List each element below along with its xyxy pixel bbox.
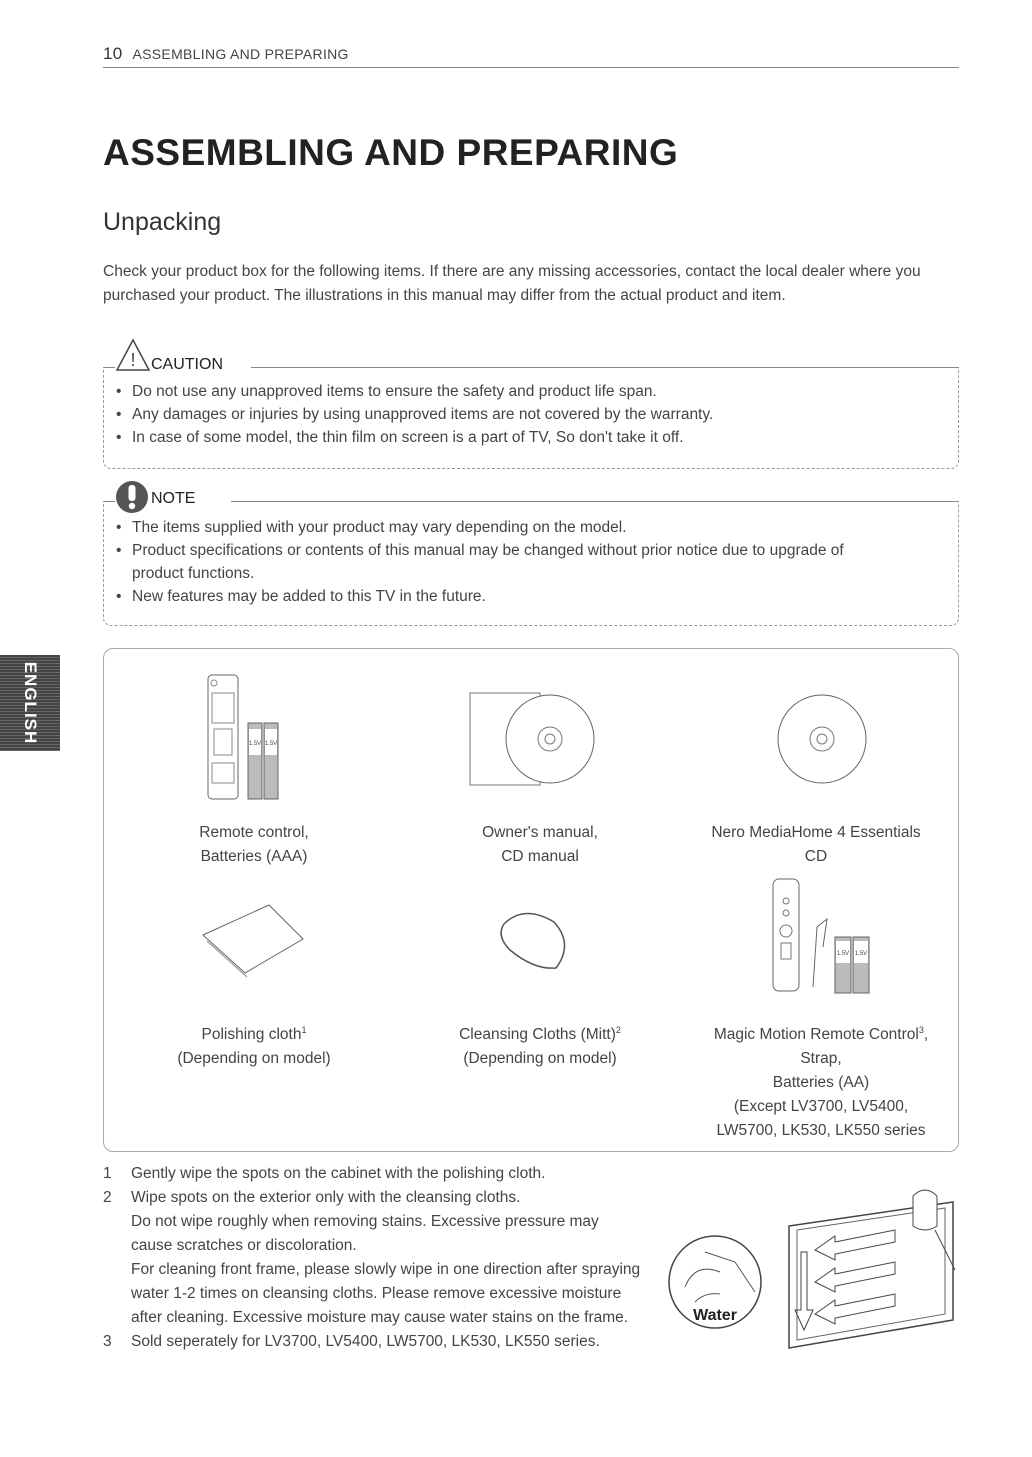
magic-remote-illustration (769, 877, 889, 997)
section-title: Unpacking (103, 208, 222, 236)
battery-label: 1.5V (264, 741, 278, 747)
note-item: • The items supplied with your product may vary depending on the model. (116, 516, 958, 539)
remote-control-illustration (206, 673, 286, 803)
note-label: NOTE (151, 490, 203, 508)
water-spray-illustration (665, 1232, 765, 1332)
caution-item: • Any damages or injuries by using unapproved items are not covered by the warranty. (116, 403, 958, 426)
manual-cd-illustration (464, 689, 604, 789)
battery-label: 1.5V (836, 951, 850, 957)
water-label: Water (693, 1307, 737, 1324)
item-magic-remote: Magic Motion Remote Control$^3$, Strap, Batteries (AA) (Except LV3700, LV5400, LW5700, LK530, LK550 series (713, 1025, 929, 1140)
accessories-box (103, 648, 959, 1152)
header-divider (103, 67, 959, 68)
footnote-3: 3 Sold seperately for LV3700, LV5400, LW5700, LK530, LK550 series. (103, 1333, 600, 1350)
note-item: • New features may be added to this TV in the future. (116, 585, 958, 608)
caution-label: CAUTION (151, 356, 231, 374)
language-tab (0, 655, 60, 751)
caution-box (103, 367, 959, 469)
item-polishing-cloth: Polishing cloth$^1$ (Depending on model) (177, 1025, 331, 1068)
polishing-cloth-illustration (199, 899, 309, 979)
page-title: ASSEMBLING AND PREPARING (103, 132, 679, 173)
footnote-1: 1 Gently wipe the spots on the cabinet with the polishing cloth. (103, 1165, 546, 1182)
note-box (103, 501, 959, 626)
note-item: • Product specifications or contents of this manual may be changed without prior notice due to upgrade of product functions. (116, 539, 892, 585)
footnotes (103, 1162, 663, 1354)
item-remote-control: Remote control, Batteries (AAA) (199, 824, 309, 865)
caution-item: • Do not use any unapproved items to ensure the safety and product life span. (116, 380, 958, 403)
running-header (103, 44, 349, 64)
page-number: 10 (103, 44, 123, 63)
footnote-2: 2 Wipe spots on the exterior only with the cleansing cloths. Do not wipe roughly when removing stains. Excessive pressure may cause scratches or discoloration. For cleaning front frame, please slowly wipe in one direction after spraying water 1-2 times on cleansing cloths. Please remove excessive moisture after cleaning. Excessive moisture may cause water stains on the frame. (103, 1189, 641, 1326)
caution-item: • In case of some model, the thin film on screen is a part of TV, So don't take it off. (116, 426, 958, 449)
language-tab-label: ENGLISH (21, 661, 40, 745)
item-owners-manual: Owner's manual, CD manual (482, 824, 598, 865)
item-cleansing-cloths: Cleansing Cloths (Mitt)$^2$ (Depending on model) (459, 1025, 621, 1068)
battery-label: 1.5V (248, 741, 262, 747)
svg-text:!: ! (130, 350, 136, 370)
wiping-frame-illustration (785, 1190, 965, 1350)
cd-illustration (772, 689, 872, 789)
item-nero-cd: Nero MediaHome 4 Essentials CD (711, 824, 921, 865)
header-section: ASSEMBLING AND PREPARING (132, 46, 349, 62)
intro-paragraph: Check your product box for the following items. If there are any missing accessories, contact the local dealer where you purchased your product. The illustrations in this manual may differ from the actual product and item. (103, 263, 921, 304)
cleansing-mitt-illustration (494, 904, 574, 974)
battery-label: 1.5V (854, 951, 868, 957)
